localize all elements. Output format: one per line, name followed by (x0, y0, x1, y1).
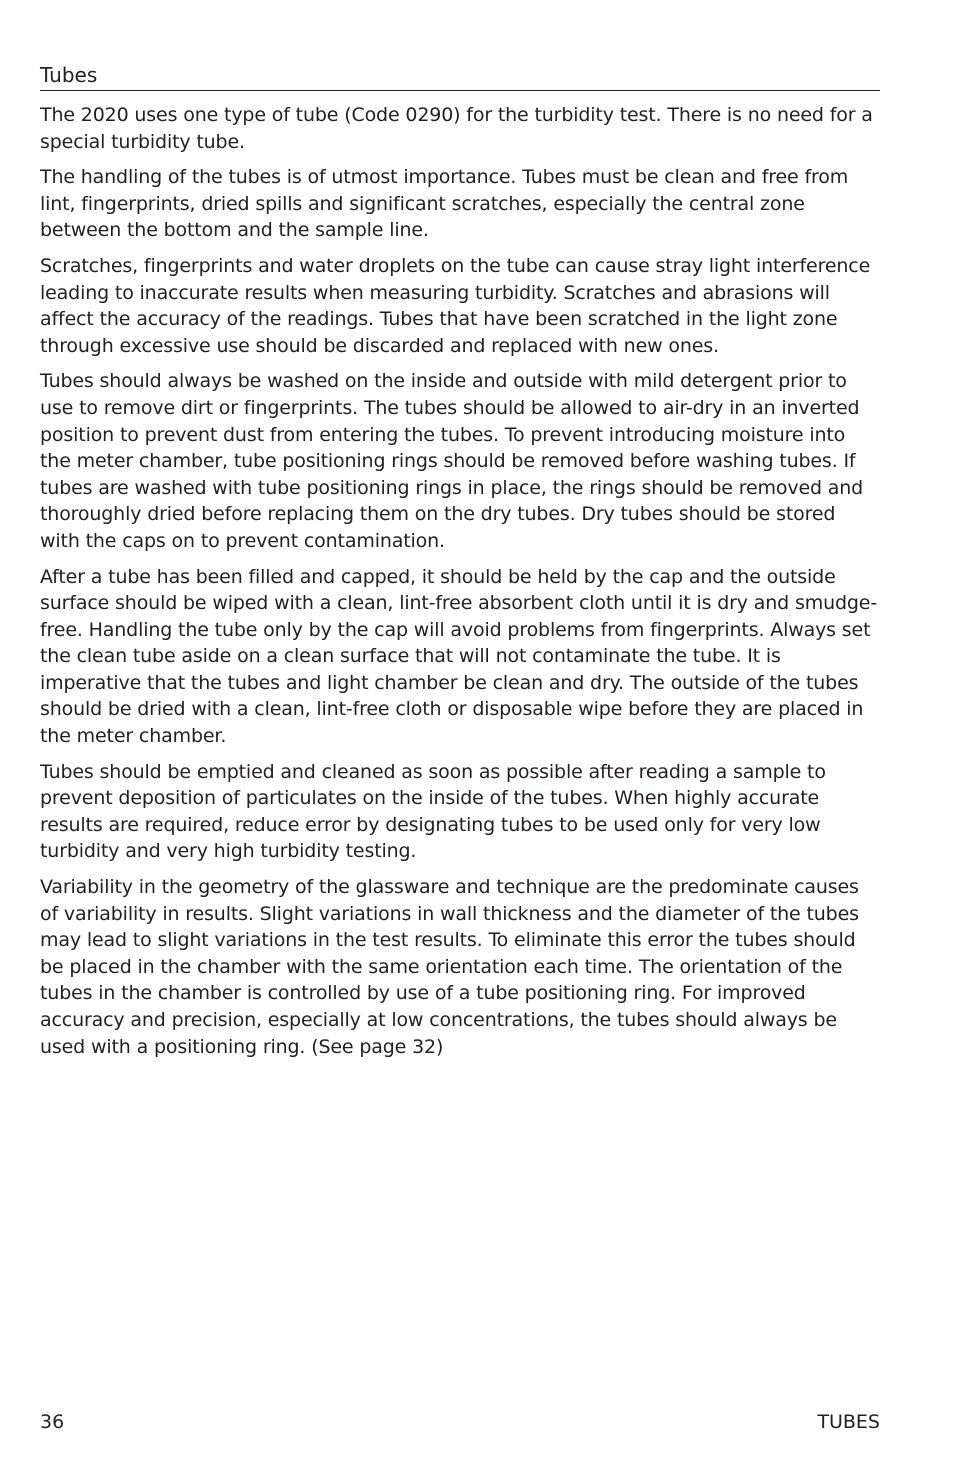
document-page (40, 0, 880, 1475)
section-heading: Tubes (40, 62, 880, 91)
page-footer (40, 1408, 880, 1436)
paragraph-scratches: Scratches, fingerprints and water droplets on the tube can cause stray light interference leading to inaccurate results when measuring turbidity. Scratches and abrasions will affect the accuracy of the readings. Tubes that have been scratched in the light zone through excessive use should be discarded and replaced with new ones. (40, 254, 871, 357)
running-footer-title: TUBES (817, 1411, 880, 1433)
paragraph-emptying: Tubes should be emptied and cleaned as soon as possible after reading a sample to prevent deposition of particulates on the inside of the tubes. When highly accurate results are required, reduce error by designating tubes to be used only for very low turbidity and very high turbidity testing. (40, 760, 826, 863)
page-number: 36 (40, 1411, 65, 1433)
paragraph-wiping: After a tube has been filled and capped, it should be held by the cap and the outside surface should be wiped with a clean, lint-free absorbent cloth until it is dry and smudge-free. Handling the tube only by the cap will avoid problems from fingerprints. Always set the clean tube aside on a clean surface that will not contaminate the tube. It is imperative that the tubes and light chamber be clean and dry. The outside of the tubes should be dried with a clean, lint-free cloth or disposable wipe before they are placed in the meter chamber. (40, 565, 878, 748)
paragraph-handling: The handling of the tubes is of utmost importance. Tubes must be clean and free from lint, fingerprints, dried spills and significant scratches, especially the central zone between the bottom and the sample line. (40, 166, 849, 242)
paragraph-tube-type: The 2020 uses one type of tube (Code 0290) for the turbidity test. There is no need for a special turbidity tube. (40, 104, 873, 153)
paragraph-variability: Variability in the geometry of the glassware and technique are the predominate causes of variability in results. Slight variations in wall thickness and the diameter of the tubes may lead to slight variations in the test results. To eliminate this error the tubes should be placed in the chamber with the same orientation each time. The orientation of the tubes in the chamber is controlled by use of a tube positioning ring. For improved accuracy and precision, especially at low concentrations, the tubes should always be used with a positioning ring. (See page 32) (40, 876, 859, 1058)
paragraph-washing: Tubes should always be washed on the inside and outside with mild detergent prior to use to remove dirt or fingerprints. The tubes should be allowed to air-dry in an inverted position to prevent dust from entering the tubes. To prevent introducing moisture into the meter chamber, tube positioning rings should be removed before washing tubes. If tubes are washed with tube positioning rings in place, the rings should be removed and thoroughly dried before replacing them on the dry tubes. Dry tubes should be stored with the caps on to prevent contamination. (40, 370, 864, 552)
body-text (40, 102, 880, 1069)
